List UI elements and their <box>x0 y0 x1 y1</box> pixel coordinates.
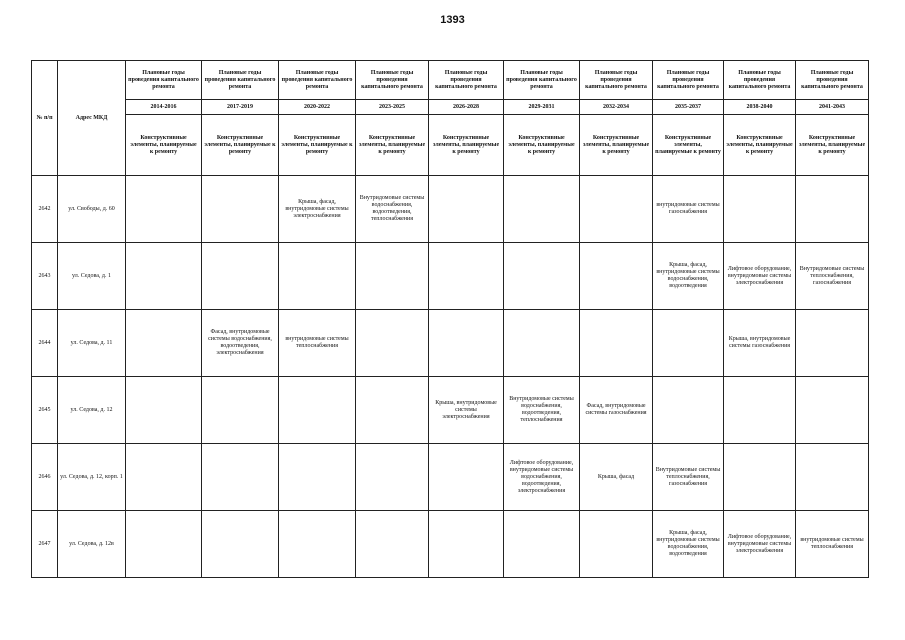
table-cell <box>504 176 580 243</box>
table-cell <box>504 310 580 377</box>
row-address: ул. Седова, д. 12 <box>58 377 126 444</box>
table-cell <box>126 377 202 444</box>
header-elements: Конструктивные элементы, планируемые к ремонту <box>279 115 356 176</box>
table-cell <box>504 243 580 310</box>
header-number: № п/п <box>32 61 58 176</box>
header-row-periods <box>32 61 869 100</box>
header-elements: Конструктивные элементы, планируемые к ремонту <box>202 115 279 176</box>
table-cell <box>429 243 504 310</box>
table-row <box>32 444 869 511</box>
row-number: 2647 <box>32 511 58 578</box>
table-cell <box>126 511 202 578</box>
table-cell: Фасад, внутридомовые системы газоснабжения <box>580 377 653 444</box>
table-cell <box>796 176 869 243</box>
table-cell <box>279 243 356 310</box>
table-cell: Внутридомовые системы теплоснабжения, газоснабжения <box>653 444 724 511</box>
table-cell <box>504 511 580 578</box>
table-cell: Лифтовое оборудование, внутридомовые системы водоснабжения, водоотведения, электроснабжения <box>504 444 580 511</box>
table-cell <box>356 511 429 578</box>
table-row <box>32 511 869 578</box>
header-years: 2029-2031 <box>504 100 580 115</box>
table-cell <box>653 310 724 377</box>
table-cell <box>126 310 202 377</box>
table-cell: Внутридомовые системы водоснабжения, водоотведения, теплоснабжения <box>356 176 429 243</box>
table-cell <box>202 243 279 310</box>
table-cell <box>580 243 653 310</box>
table-cell: внутридомовые системы газоснабжения <box>653 176 724 243</box>
header-elements: Конструктивные элементы, планируемые к ремонту <box>653 115 724 176</box>
table-cell <box>279 444 356 511</box>
header-years: 2041-2043 <box>796 100 869 115</box>
row-number: 2642 <box>32 176 58 243</box>
table-row <box>32 243 869 310</box>
table-cell: Крыша, фасад, внутридомовые системы водоснабжения, водоотведения <box>653 243 724 310</box>
table-cell <box>202 444 279 511</box>
table-cell: Внутридомовые системы теплоснабжения, газоснабжения <box>796 243 869 310</box>
header-period-title: Плановые годы проведения капитального ремонта <box>202 61 279 100</box>
table-cell <box>429 176 504 243</box>
header-elements: Конструктивные элементы, планируемые к ремонту <box>580 115 653 176</box>
row-address: ул. Седова, д. 12, корп. 1 <box>58 444 126 511</box>
table-cell <box>126 176 202 243</box>
table-row <box>32 310 869 377</box>
header-row-elements <box>32 115 869 176</box>
header-row-years <box>32 100 869 115</box>
header-period-title: Плановые годы проведения капитального ремонта <box>279 61 356 100</box>
table-cell <box>356 243 429 310</box>
header-elements: Конструктивные элементы, планируемые к ремонту <box>356 115 429 176</box>
table-cell: Крыша, фасад, внутридомовые системы водоснабжения, водоотведения <box>653 511 724 578</box>
header-period-title: Плановые годы проведения капитального ремонта <box>504 61 580 100</box>
table-cell <box>724 377 796 444</box>
row-number: 2645 <box>32 377 58 444</box>
row-number: 2644 <box>32 310 58 377</box>
table-cell <box>356 310 429 377</box>
header-years: 2035-2037 <box>653 100 724 115</box>
table-cell <box>356 444 429 511</box>
row-address: ул. Седова, д. 12в <box>58 511 126 578</box>
page-number: 1393 <box>440 14 465 26</box>
table-cell <box>724 444 796 511</box>
table-cell: Крыша, фасад, внутридомовые системы электроснабжения <box>279 176 356 243</box>
header-period-title: Плановые годы проведения капитального ремонта <box>653 61 724 100</box>
header-years: 2014-2016 <box>126 100 202 115</box>
header-period-title: Плановые годы проведения капитального ремонта <box>429 61 504 100</box>
header-period-title: Плановые годы проведения капитального ремонта <box>724 61 796 100</box>
header-elements: Конструктивные элементы, планируемые к ремонту <box>429 115 504 176</box>
table-cell <box>796 444 869 511</box>
table-cell <box>653 377 724 444</box>
table-cell <box>580 176 653 243</box>
table-cell <box>279 377 356 444</box>
table-cell: Крыша, внутридомовые системы газоснабжения <box>724 310 796 377</box>
table-cell <box>796 310 869 377</box>
table-cell: Фасад, внутридомовые системы водоснабжения, водоотведения, электроснабжения <box>202 310 279 377</box>
header-elements: Конструктивные элементы, планируемые к ремонту <box>504 115 580 176</box>
table-cell: Лифтовое оборудование, внутридомовые системы электроснабжения <box>724 243 796 310</box>
row-address: ул. Седова, д. 11 <box>58 310 126 377</box>
table-cell <box>429 444 504 511</box>
table-cell <box>580 511 653 578</box>
header-period-title: Плановые годы проведения капитального ремонта <box>126 61 202 100</box>
row-address: ул. Седова, д. 1 <box>58 243 126 310</box>
table-cell <box>796 377 869 444</box>
capital-repair-plan-table <box>31 60 869 578</box>
row-address: ул. Свободы, д. 60 <box>58 176 126 243</box>
table-cell <box>724 176 796 243</box>
header-years: 2038-2040 <box>724 100 796 115</box>
table-cell <box>202 176 279 243</box>
table-cell <box>580 310 653 377</box>
table-row <box>32 176 869 243</box>
header-years: 2023-2025 <box>356 100 429 115</box>
table-cell: Лифтовое оборудование, внутридомовые системы электроснабжения <box>724 511 796 578</box>
row-number: 2646 <box>32 444 58 511</box>
table-cell: Крыша, внутридомовые системы электроснабжения <box>429 377 504 444</box>
header-elements: Конструктивные элементы, планируемые к ремонту <box>724 115 796 176</box>
row-number: 2643 <box>32 243 58 310</box>
header-elements: Конструктивные элементы, планируемые к ремонту <box>796 115 869 176</box>
header-years: 2032-2034 <box>580 100 653 115</box>
header-address: Адрес МКД <box>58 61 126 176</box>
table-cell <box>202 377 279 444</box>
table-cell <box>126 243 202 310</box>
header-period-title: Плановые годы проведения капитального ремонта <box>580 61 653 100</box>
table-cell <box>429 310 504 377</box>
table-cell: внутридомовые системы теплоснабжения <box>279 310 356 377</box>
table-cell: Крыша, фасад <box>580 444 653 511</box>
table-cell: внутридомовые системы теплоснабжения <box>796 511 869 578</box>
table-row <box>32 377 869 444</box>
table-cell <box>356 377 429 444</box>
header-elements: Конструктивные элементы, планируемые к ремонту <box>126 115 202 176</box>
table-cell <box>429 511 504 578</box>
header-years: 2017-2019 <box>202 100 279 115</box>
table-cell <box>202 511 279 578</box>
table-cell: Внутридомовые системы водоснабжения, водоотведения, теплоснабжения <box>504 377 580 444</box>
header-years: 2020-2022 <box>279 100 356 115</box>
header-period-title: Плановые годы проведения капитального ремонта <box>796 61 869 100</box>
header-period-title: Плановые годы проведения капитального ремонта <box>356 61 429 100</box>
header-years: 2026-2028 <box>429 100 504 115</box>
table-cell <box>126 444 202 511</box>
table-cell <box>279 511 356 578</box>
